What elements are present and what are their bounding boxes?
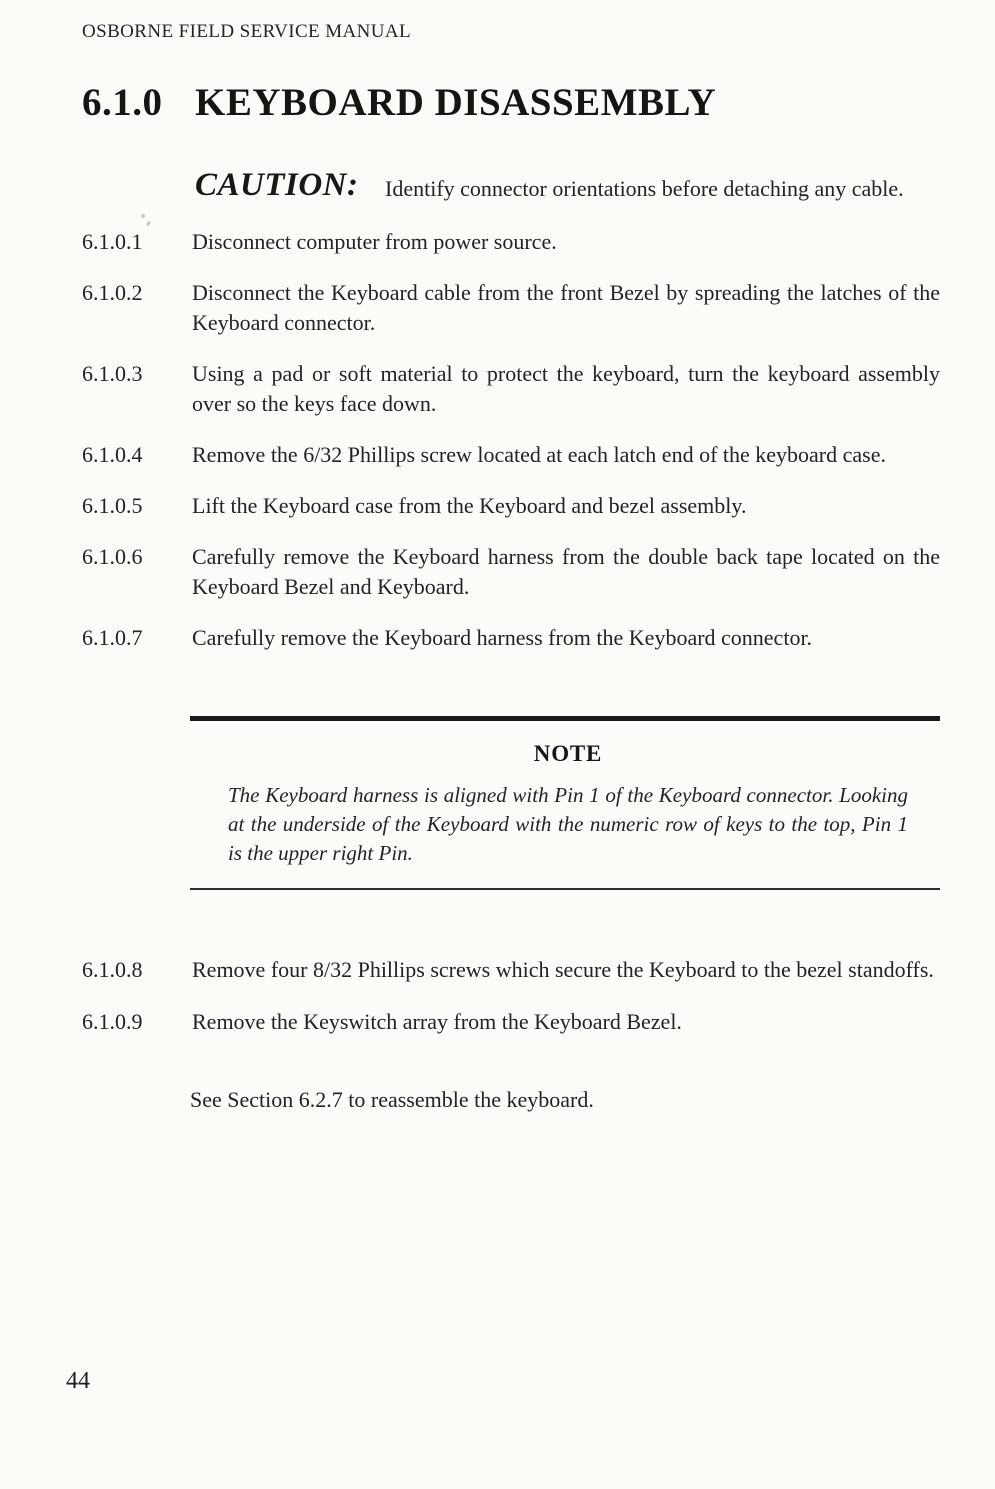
caution-label: CAUTION: bbox=[195, 167, 359, 203]
note-text: The Keyboard harness is aligned with Pin 1 of the Keyboard connector. Looking at the underside of the Keyboard with the numeric row of keys to the top, Pin 1 is the upper right Pin. bbox=[228, 783, 908, 865]
step-number: 6.1.0.5 bbox=[82, 493, 143, 518]
step-row bbox=[82, 227, 940, 257]
step-row bbox=[82, 359, 940, 419]
step-text: Remove the 6/32 Phillips screw located at each latch end of the keyboard case. bbox=[192, 442, 886, 467]
scan-artifact bbox=[206, 246, 209, 249]
step-row bbox=[82, 491, 940, 521]
step-list-after-note bbox=[82, 955, 940, 1037]
step-row bbox=[82, 955, 940, 985]
step-number: 6.1.0.4 bbox=[82, 442, 143, 467]
step-number: 6.1.0.2 bbox=[82, 280, 143, 305]
section-heading bbox=[82, 83, 940, 123]
step-text: Lift the Keyboard case from the Keyboard and bezel assembly. bbox=[192, 493, 747, 518]
caution-block bbox=[195, 165, 940, 205]
step-row bbox=[82, 278, 940, 338]
scan-artifact bbox=[141, 214, 145, 218]
step-row bbox=[82, 440, 940, 470]
step-text: Carefully remove the Keyboard harness from the Keyboard connector. bbox=[192, 625, 813, 650]
section-number: 6.1.0 bbox=[82, 81, 163, 124]
step-text: Disconnect computer from power source. bbox=[192, 229, 557, 254]
step-text: Remove the Keyswitch array from the Keyboard Bezel. bbox=[192, 1009, 682, 1034]
step-number: 6.1.0.1 bbox=[82, 229, 143, 254]
step-number: 6.1.0.7 bbox=[82, 625, 143, 650]
step-row bbox=[82, 623, 940, 653]
step-text: Remove four 8/32 Phillips screws which secure the Keyboard to the bezel standoffs. bbox=[192, 957, 934, 982]
note-box bbox=[190, 716, 940, 890]
note-title: NOTE bbox=[533, 741, 603, 766]
caution-text: Identify connector orientations before detaching any cable. bbox=[385, 176, 904, 201]
step-list bbox=[82, 227, 940, 653]
step-text: Carefully remove the Keyboard harness from the double back tape located on the Keyboard Bezel and Keyboard. bbox=[192, 544, 940, 599]
closing-line: See Section 6.2.7 to reassemble the keyboard. bbox=[190, 1087, 594, 1112]
running-header: OSBORNE FIELD SERVICE MANUAL bbox=[82, 21, 411, 42]
step-number: 6.1.0.6 bbox=[82, 544, 143, 569]
step-number: 6.1.0.3 bbox=[82, 361, 143, 386]
page-title: KEYBOARD DISASSEMBLY bbox=[195, 81, 717, 124]
step-row bbox=[82, 542, 940, 602]
step-number: 6.1.0.9 bbox=[82, 1009, 143, 1034]
step-row bbox=[82, 1007, 940, 1037]
step-text: Using a pad or soft material to protect the keyboard, turn the keyboard assembly over so the keys face down. bbox=[192, 361, 940, 416]
step-text: Disconnect the Keyboard cable from the front Bezel by spreading the latches of the Keyboard connector. bbox=[192, 280, 940, 335]
page-number: 44 bbox=[66, 1368, 90, 1394]
step-number: 6.1.0.8 bbox=[82, 957, 143, 982]
